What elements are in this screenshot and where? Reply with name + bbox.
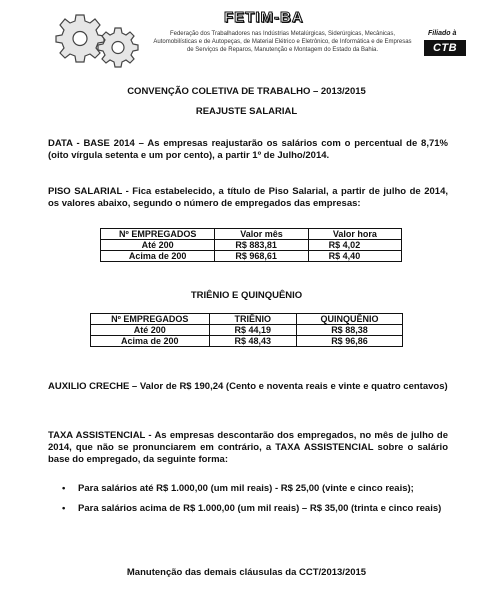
table-cell: Acima de 200 [91, 336, 210, 347]
table-row [91, 336, 403, 347]
table-row [101, 251, 402, 262]
federation-name: Federação dos Trabalhadores nas Indústrias Metalúrgicas, Siderúrgicas, Mecânicas, Automobilísticas e de Autopeças, de Material Elétrico e Eletrônico, de Informática e de Empresas de Serviços de Reparos, Manutenção e Montagem do Estado da Bahia. [153, 31, 412, 53]
affiliated-label: Filiado à [428, 30, 457, 37]
table-cell: R$ 88,38 [296, 325, 402, 336]
data-base-paragraph: DATA - BASE 2014 – As empresas reajustarão os salários com o percentual de 8,71% (oito vírgula setenta e um por cento), a partir 1º de Julho/2014. [48, 138, 448, 161]
trienio-title: TRIÊNIO E QUINQUÊNIO [190, 290, 303, 301]
piso-salarial-paragraph: PISO SALARIAL - Fica estabelecido, a título de Piso Salarial, a partir de julho de 2014, os valores abaixo, segundo o número de empregados das empresas: [48, 186, 448, 209]
taxa-assistencial-paragraph: TAXA ASSISTENCIAL - As empresas descontarão dos empregados, no mês de julho de 2014, que não se pronunciarem em contrário, a TAXA ASSISTENCIAL sobre o salário base do empregado, da seguinte forma: [48, 430, 448, 465]
table-cell: R$ 44,19 [209, 325, 296, 336]
table-header-cell: Valor hora [308, 229, 401, 240]
table-cell: R$ 4,40 [308, 251, 401, 262]
table-header-cell: Valor mês [215, 229, 308, 240]
table-header-row [101, 229, 402, 240]
ctb-logo: CTB [424, 40, 466, 56]
gears-logo-icon [54, 10, 144, 68]
table-cell: R$ 883,81 [215, 240, 308, 251]
trienio-table [90, 313, 403, 347]
table-header-cell: Nº EMPREGADOS [101, 229, 215, 240]
table-cell: R$ 48,43 [209, 336, 296, 347]
table-cell: Até 200 [101, 240, 215, 251]
list-item: Para salários até R$ 1.000,00 (um mil reais) - R$ 25,00 (vinte e cinco reais); [78, 483, 414, 494]
table-cell: R$ 96,86 [296, 336, 402, 347]
table-header-cell: Nº EMPREGADOS [91, 314, 210, 325]
table-cell: R$ 4,02 [308, 240, 401, 251]
document-subtitle: REAJUSTE SALARIAL [195, 106, 298, 117]
table-header-cell: QUINQUÊNIO [296, 314, 402, 325]
auxilio-creche-paragraph: AUXILIO CRECHE – Valor de R$ 190,24 (Cento e noventa reais e vinte e quatro centavos) [48, 381, 448, 392]
table-row [91, 325, 403, 336]
list-item: Para salários acima de R$ 1.000,00 (um mil reais) – R$ 35,00 (trinta e cinco reais) [78, 503, 442, 514]
table-cell: R$ 968,61 [215, 251, 308, 262]
table-cell: Até 200 [91, 325, 210, 336]
brand-title: FETIM-BA [224, 9, 304, 26]
table-cell: Acima de 200 [101, 251, 215, 262]
document-title: CONVENÇÃO COLETIVA DE TRABALHO – 2013/2015 [127, 86, 366, 97]
table-header-row [91, 314, 403, 325]
bullet-icon: • [62, 483, 66, 494]
table-row [101, 240, 402, 251]
bullet-icon: • [62, 503, 66, 514]
table-header-cell: TRIÊNIO [209, 314, 296, 325]
piso-table [100, 228, 402, 262]
footer-text: Manutenção das demais cláusulas da CCT/2013/2015 [126, 567, 367, 578]
